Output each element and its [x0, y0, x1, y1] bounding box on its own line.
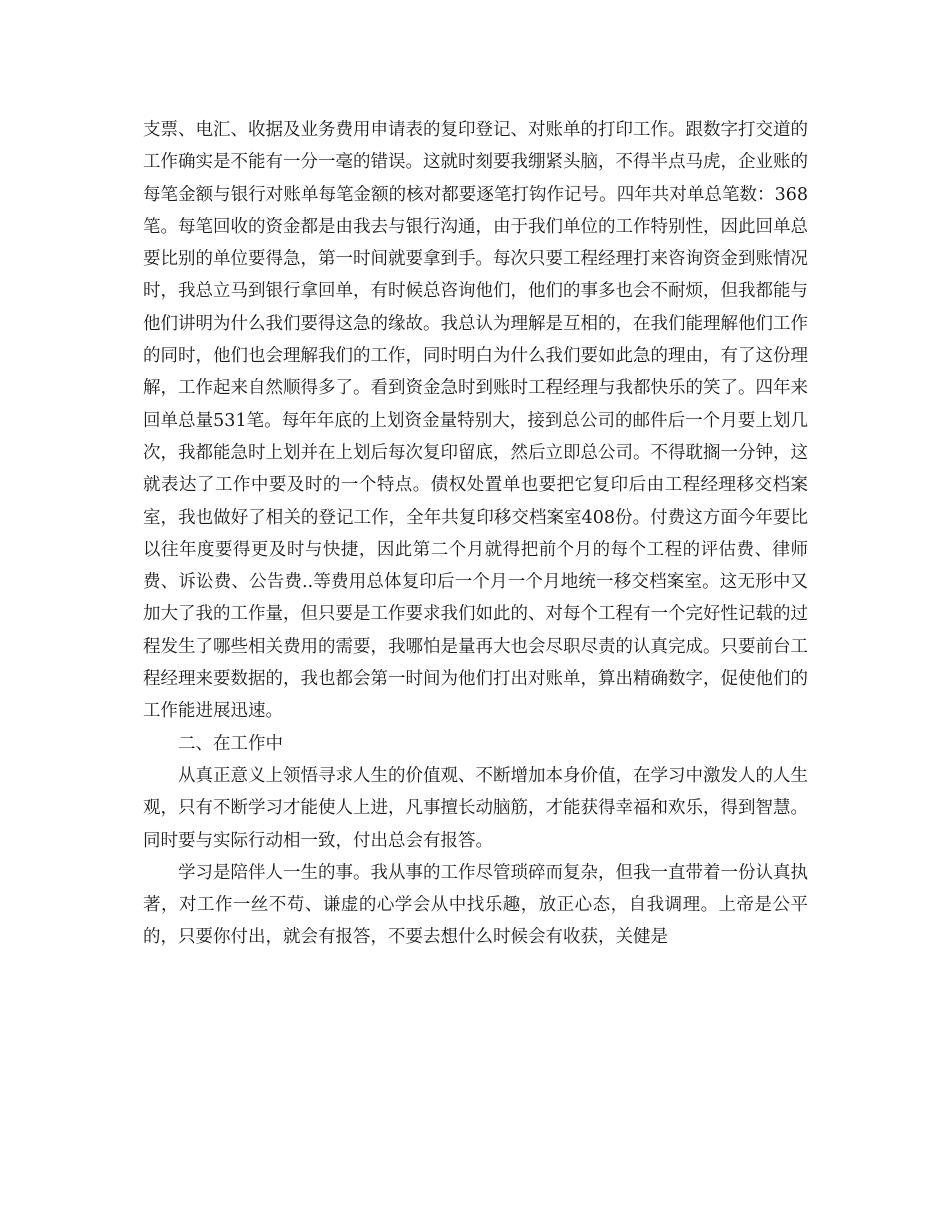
document-body	[143, 114, 808, 954]
paragraph-life-values: 从真正意义上领悟寻求人生的价值观、不断增加本身价值，在学习中激发人的人生观，只有不断学习才能使人上进，凡事擅长动脑筋，才能获得幸福和欢乐，得到智慧。同时要与实际行动相一致，付出总会有报答。	[143, 765, 808, 851]
paragraph-work-records: 支票、电汇、收据及业务费用申请表的复印登记、对账单的打印工作。跟数字打交道的工作确实是不能有一分一毫的错误。这就时刻要我绷紧头脑，不得半点马虎，企业账的每笔金额与银行对账单每笔金额的核对都要逐笔打钩作记号。四年共对单总笔数：368笔。每笔回收的资金都是由我去与银行沟通，由于我们单位的工作特别性，因此回单总要比别的单位要得急，第一时间就要拿到手。每次只要工程经理打来咨询资金到账情况时，我总立马到银行拿回单，有时候总咨询他们，他们的事多也会不耐烦，但我都能与他们讲明为什么我们要得这急的缘故。我总认为理解是互相的，在我们能理解他们工作的同时，他们也会理解我们的工作，同时明白为什么我们要如此急的理由，有了这份理解，工作起来自然顺得多了。看到资金急时到账时工程经理与我都快乐的笑了。四年来回单总量531笔。每年年底的上划资金量特别大，接到总公司的邮件后一个月要上划几次，我都能急时上划并在上划后每次复印留底，然后立即总公司。不得耽搁一分钟，这就表达了工作中要及时的一个特点。债权处置单也要把它复印后由工程经理移交档案室，我也做好了相关的登记工作，全年共复印移交档案室408份。付费这方面今年要比以往年度要得更及时与快捷，因此第二个月就得把前个月的每个工程的评估费、律师费、诉讼费、公告费..等费用总体复印后一个月一个月地统一移交档案室。这无形中又加大了我的工作量，但只要是工作要求我们如此的、对每个工程有一个完好性记载的过程发生了哪些相关费用的需要，我哪怕是量再大也会尽职尽责的认真完成。只要前台工程经理来要数据的，我也都会第一时间为他们打出对账单，算出精确数字，促使他们的工作能进展迅速。	[143, 120, 808, 722]
paragraph-lifelong-learning: 学习是陪伴人一生的事。我从事的工作尽管琐碎而复杂，但我一直带着一份认真执著，对工作一丝不苟、谦虚的心学会从中找乐趣，放正心态，自我调理。上帝是公平的，只要你付出，就会有报答，不要去想什么时候会有收获，关健是	[143, 862, 808, 948]
section-heading-at-work: 二、在工作中	[178, 733, 283, 754]
